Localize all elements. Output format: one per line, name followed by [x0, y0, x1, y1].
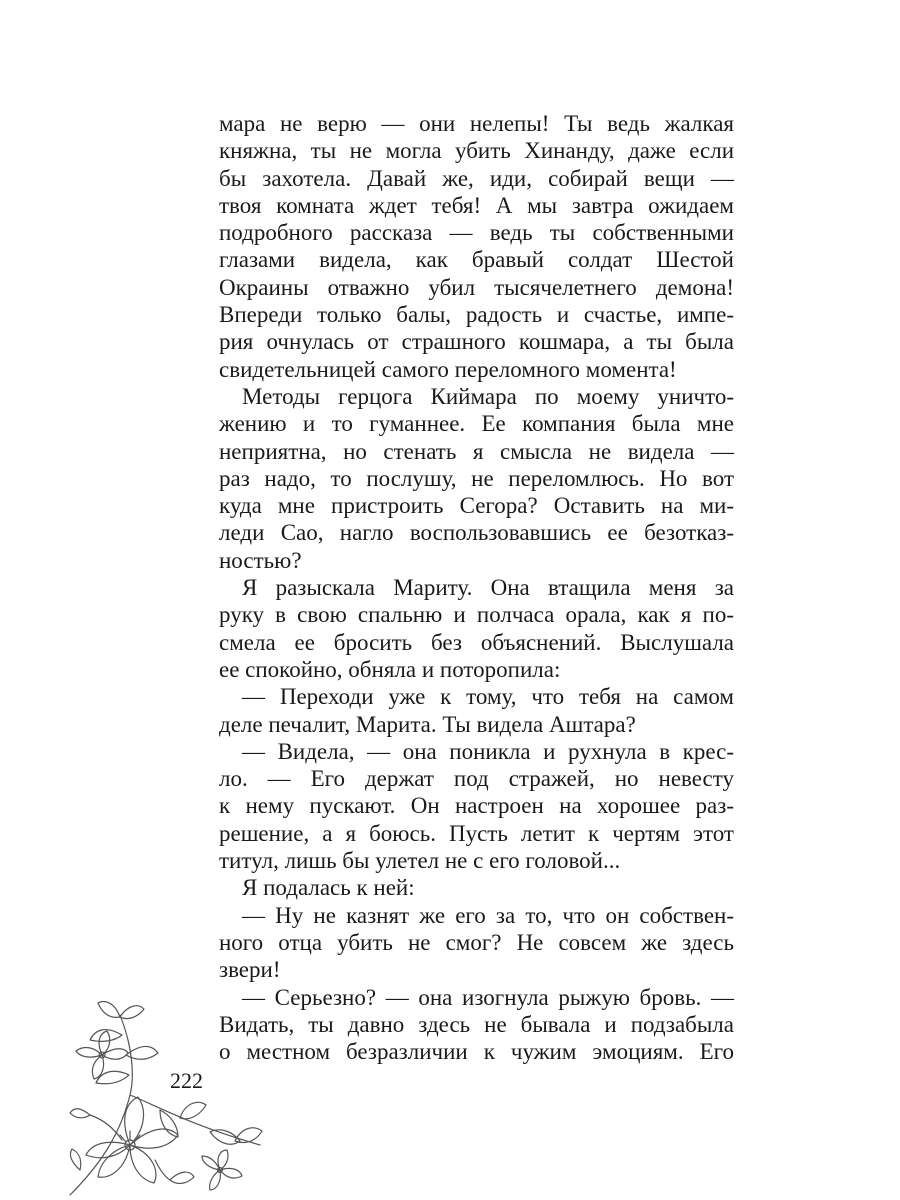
text-line: жению и то гуманнее. Ее компания была мне [219, 411, 734, 437]
text-line: княжна, ты не могла убить Хинанду, даже если [219, 138, 734, 164]
text-line: руку в свою спальню и полчаса орала, как я по- [219, 602, 734, 628]
text-line: Окраины отважно убил тысячелетнего демона! [219, 274, 734, 300]
text-line: смела ее бросить без объяснений. Выслушала [219, 629, 734, 655]
body-text [219, 110, 734, 1065]
text-line: ного отца убить не смог? Не совсем же здесь [219, 929, 734, 955]
text-line: Видать, ты давно здесь не бывала и подзабыла [219, 1011, 734, 1037]
text-line: Впереди только балы, радость и счастье, импе- [219, 302, 734, 328]
page-number: 222 [170, 1068, 203, 1093]
text-line: — Серьезно? — она изогнула рыжую бровь. — [242, 984, 734, 1010]
text-line: бы захотела. Давай же, иди, собирай вещи — [219, 165, 734, 191]
text-line: решение, а я боюсь. Пусть летит к чертям этот [219, 820, 734, 846]
text-line: — Ну не казнят же его за то, что он собствен- [242, 902, 734, 928]
text-line: Методы герцога Киймара по моему уничто- [242, 383, 734, 409]
text-line: куда мне пристроить Сегора? Оставить на ми- [219, 493, 734, 519]
text-line: неприятна, но стенать я смысла не видела — [219, 438, 734, 464]
text-line: твоя комната ждет тебя! А мы завтра ожидаем [219, 192, 734, 218]
text-line: — Переходи уже к тому, что тебя на самом [242, 684, 734, 710]
text-line: леди Сао, нагло воспользовавшись ее безотказ- [219, 520, 734, 546]
text-line: рия очнулась от страшного кошмара, а ты была [219, 329, 734, 355]
text-line: ностью? [219, 547, 302, 573]
text-line: мара не верю — они нелепы! Ты ведь жалкая [219, 111, 734, 136]
text-line: к нему пускают. Он настроен на хорошее раз- [219, 793, 734, 819]
text-line: ло. — Его держат под стражей, но невесту [219, 766, 734, 792]
text-line: свидетельницей самого переломного момента! [219, 356, 677, 382]
text-line: подробного рассказа — ведь ты собственными [219, 220, 734, 246]
text-line: звери! [219, 957, 281, 983]
text-line: о местном безразличии к чужим эмоциям. Его [219, 1039, 734, 1065]
text-line: Я подалась к ней: [242, 875, 415, 901]
text-line: титул, лишь бы улетел не с его головой... [219, 848, 621, 874]
text-line: раз надо, то послушу, не переломлюсь. Но вот [219, 465, 734, 491]
text-line: Я разыскала Мариту. Она втащила меня за [242, 575, 734, 601]
text-line: — Видела, — она поникла и рухнула в крес- [242, 738, 734, 764]
floral-ornament-icon [60, 995, 270, 1200]
text-line: деле печалит, Марита. Ты видела Аштара? [219, 711, 636, 737]
text-line: ее спокойно, обняла и поторопила: [219, 656, 561, 682]
text-line: глазами видела, как бравый солдат Шестой [219, 247, 734, 273]
